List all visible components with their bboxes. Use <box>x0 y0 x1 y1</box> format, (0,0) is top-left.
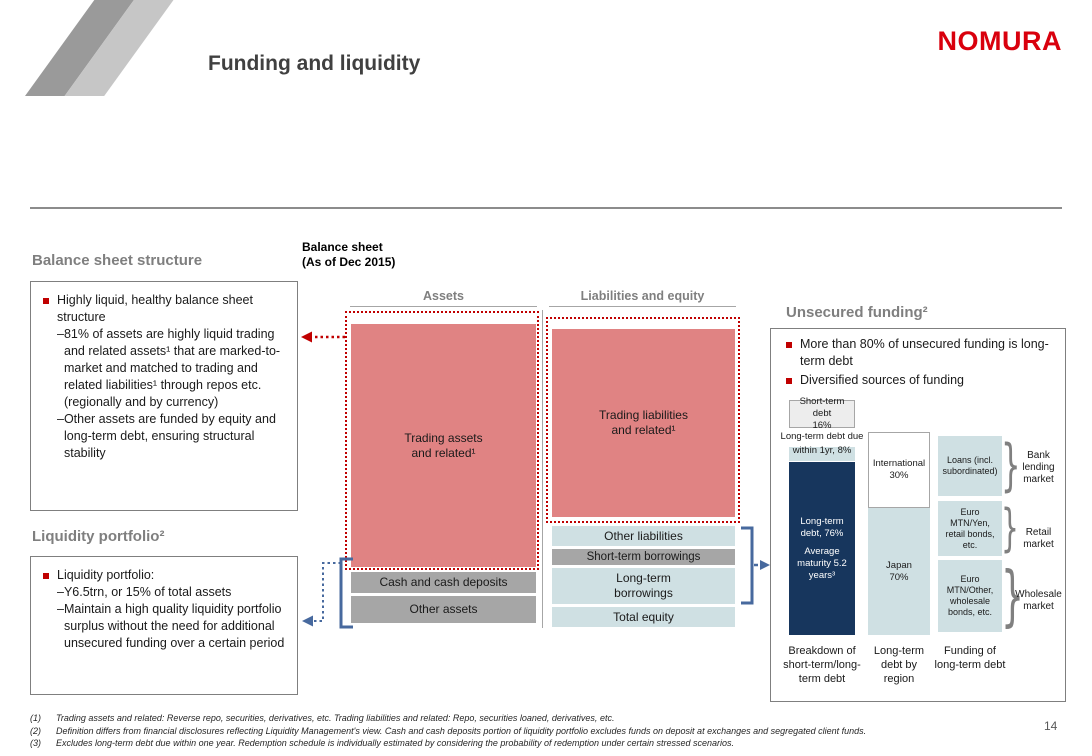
long-term-debt-value: Long-term debt, 76% <box>800 515 844 539</box>
japan-segment: Japan 70% <box>868 508 930 635</box>
due-within-1yr-label: Long-term debt due within 1yr, 8% <box>780 431 864 456</box>
bullet-text: Highly liquid, healthy balance sheet structure <box>57 293 253 324</box>
liquidity-portfolio-heading: Liquidity portfolio² <box>32 528 165 545</box>
nomura-logo: NOMURA <box>937 26 1062 56</box>
sub-bullet: –81% of assets are highly liquid trading and related assets¹ that are marked-to-market and matched to trading and related liabilities¹ through repos etc. (regionally and by currency) <box>57 327 281 409</box>
liabilities-bracket <box>741 528 752 603</box>
bullet-row <box>43 567 285 584</box>
bar3-caption: Funding of long-term debt <box>934 645 1006 671</box>
bullet-text: Diversified sources of funding <box>800 373 964 387</box>
footnote-number: (2) <box>30 725 41 736</box>
page-number: 14 <box>1044 719 1058 733</box>
red-square-bullet-icon <box>786 378 792 384</box>
footnote-text: Trading assets and related: Reverse repo, securities, derivatives, etc. Trading liabilities and related: Repo, securities loaned, derivatives, etc. <box>56 713 615 723</box>
footnote <box>30 726 1030 738</box>
sub-bullet: –Y6.5trn, or 15% of total assets <box>57 585 232 599</box>
cash-and-deposits-box: Cash and cash deposits <box>351 572 536 593</box>
liquidity-portfolio-box <box>30 556 298 695</box>
assets-column-header: Assets <box>350 289 537 307</box>
blue-dashed-arrow <box>754 560 770 570</box>
footnote-text: Excludes long-term debt due within one year. Redemption schedule is individually estimated by considering the probability of redemption under certain stressed scenarios. <box>56 738 735 748</box>
bar1-caption: Breakdown of short-term/long-term debt <box>783 645 861 685</box>
bullet-row <box>786 372 1050 389</box>
footnote-number: (1) <box>30 713 41 723</box>
blue-dotted-arrow <box>302 563 341 627</box>
bullet-text: More than 80% of unsecured funding is long-term debt <box>800 337 1049 368</box>
trading-liabilities-box: Trading liabilities and related¹ <box>552 329 735 517</box>
bank-lending-market-label: Bank lending market <box>1022 450 1055 485</box>
total-equity-box: Total equity <box>552 607 735 627</box>
column-divider <box>542 310 543 628</box>
average-maturity-note: Average maturity 5.2 years³ <box>797 545 847 581</box>
long-term-debt-segment <box>789 462 855 635</box>
sub-bullet: –Other assets are funded by equity and long-term debt, ensuring structural stability <box>57 412 276 460</box>
footnote <box>30 713 1030 725</box>
liabilities-column-header: Liabilities and equity <box>549 289 736 307</box>
red-square-bullet-icon <box>786 342 792 348</box>
retail-market-label: Retail market <box>1023 527 1054 550</box>
other-assets-box: Other assets <box>351 596 536 623</box>
unsecured-funding-heading: Unsecured funding² <box>786 304 928 321</box>
euro-mtn-other-segment: Euro MTN/Other, wholesale bonds, etc. <box>938 560 1002 632</box>
balance-sheet-structure-box <box>30 281 298 511</box>
short-term-borrowings-box: Short-term borrowings <box>552 549 735 565</box>
bullet-text: Liquidity portfolio: <box>57 568 155 582</box>
balance-sheet-structure-heading: Balance sheet structure <box>32 252 203 269</box>
trading-assets-box: Trading assets and related¹ <box>351 324 536 567</box>
other-liabilities-box: Other liabilities <box>552 526 735 546</box>
brace-wholesale-icon: } <box>1001 557 1025 634</box>
header-divider <box>30 207 1062 209</box>
international-segment: International 30% <box>868 432 930 508</box>
brace-bank-lending-icon: } <box>1001 433 1021 498</box>
red-dotted-arrow <box>301 332 345 343</box>
footnotes <box>30 713 1030 751</box>
wholesale-market-label: Wholesale market <box>1015 589 1062 612</box>
euro-mtn-yen-segment: Euro MTN/Yen, retail bonds, etc. <box>938 501 1002 556</box>
sub-bullet: –Maintain a high quality liquidity portfolio surplus without the need for additional unsecured funding over a certain period <box>57 602 285 650</box>
bullet-row <box>786 336 1050 370</box>
nomura-chevron-decoration <box>25 0 190 96</box>
page-title: Funding and liquidity <box>208 52 421 75</box>
balance-sheet-label: Balance sheet (As of Dec 2015) <box>302 240 396 269</box>
red-square-bullet-icon <box>43 573 49 579</box>
loans-segment: Loans (incl. subordinated) <box>938 436 1002 496</box>
footnote <box>30 738 1030 750</box>
bar2-caption: Long-term debt by region <box>873 645 925 685</box>
bullet-row <box>43 292 285 326</box>
long-term-borrowings-box: Long-term borrowings <box>552 568 735 604</box>
red-square-bullet-icon <box>43 298 49 304</box>
footnote-number: (3) <box>30 738 41 748</box>
short-term-debt-segment: Short-term debt 16% <box>789 400 855 428</box>
footnote-text: Definition differs from financial disclosures reflecting Liquidity Management's view. Cash and cash deposits portion of liquidity portfolio excludes funds on deposit at exchanges and segregated client funds. <box>56 725 867 736</box>
brace-retail-icon: } <box>1001 499 1019 558</box>
